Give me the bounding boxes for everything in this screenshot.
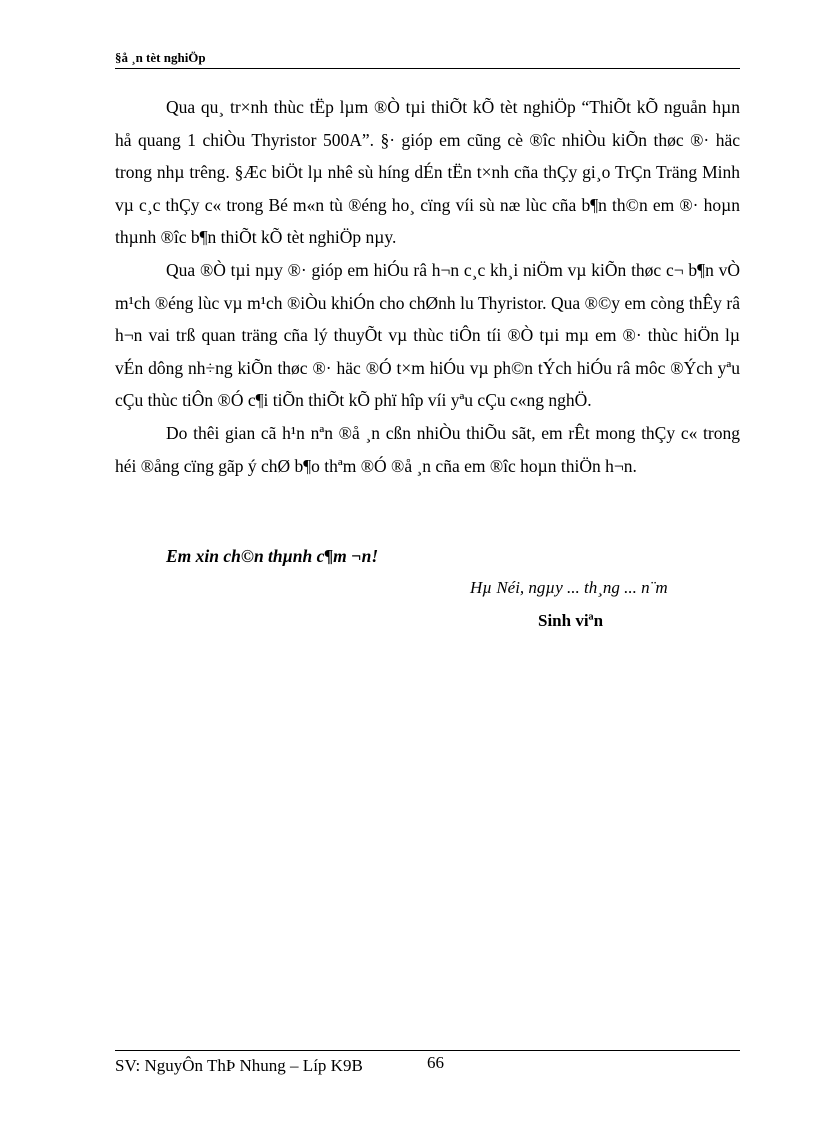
header-rule: [115, 68, 740, 69]
running-header: §å ¸n tèt nghiÖp: [115, 50, 206, 65]
paragraph-3: Do thêi gian cã h¹n nªn ®å ¸n cßn nhiÒu thiÕu sãt, em rÊt mong thÇy c« trong héi ®ång cïng gãp ý chØ b¶o thªm ®Ó ®å ¸n cña em ®îc hoµn thiÖn h¬n.: [115, 422, 740, 476]
closing-line: Em xin ch©n thµnh c¶m ¬n!: [166, 546, 379, 566]
signature-role: Sinh viªn: [538, 611, 604, 630]
footer-rule: [115, 1050, 740, 1051]
signature-place-date: Hµ Néi, ngµy ... th¸ng ... n¨m: [470, 578, 668, 597]
body-text: [115, 91, 740, 482]
paragraph-1: Qua qu¸ tr×nh thùc tËp lµm ®Ò tµi thiÕt kÕ tèt nghiÖp “ThiÕt kÕ nguån hµn hå quang 1 chiÒu Thyristor 500A”. §· gióp em cũng cè ®îc nhiÒu kiÕn thøc ®· häc trong nhµ trêng. §Æc biÖt lµ nhê sù híng dÉn tËn t×nh cña thÇy gi¸o TrÇn Träng Minh vµ c¸c thÇy c« trong Bé m«n tù ®éng ho¸ cïng víi sù næ lùc cña b¶n th©n em ®· hoµn thµnh ®îc b¶n thiÕt kÕ tèt nghiÖp nµy.: [115, 97, 740, 248]
page-number: 66: [427, 1053, 444, 1072]
paragraph-2: Qua ®Ò tµi nµy ®· gióp em hiÓu râ h¬n c¸c kh¸i niÖm vµ kiÕn thøc c¬ b¶n vÒ m¹ch ®éng lùc vµ m¹ch ®iÒu khiÓn cho chØnh lu Thyristor. Qua ®©y em còng thÊy râ h¬n vai trß quan träng cña lý thuyÕt vµ thùc tiÔn tíi ®Ò tµi mµ em ®· thùc hiÖn lµ vÉn dông nh÷ng kiÕn thøc ®· häc ®Ó t×m hiÓu vµ ph©n tÝch hiÓu râ môc ®Ých yªu cÇu thùc tiÔn ®Ó c¶i tiÕn thiÕt kÕ phï hîp víi yªu cÇu c«ng nghÖ.: [115, 259, 740, 411]
footer-student: SV: NguyÔn ThÞ Nhung – Líp K9B: [115, 1056, 363, 1075]
